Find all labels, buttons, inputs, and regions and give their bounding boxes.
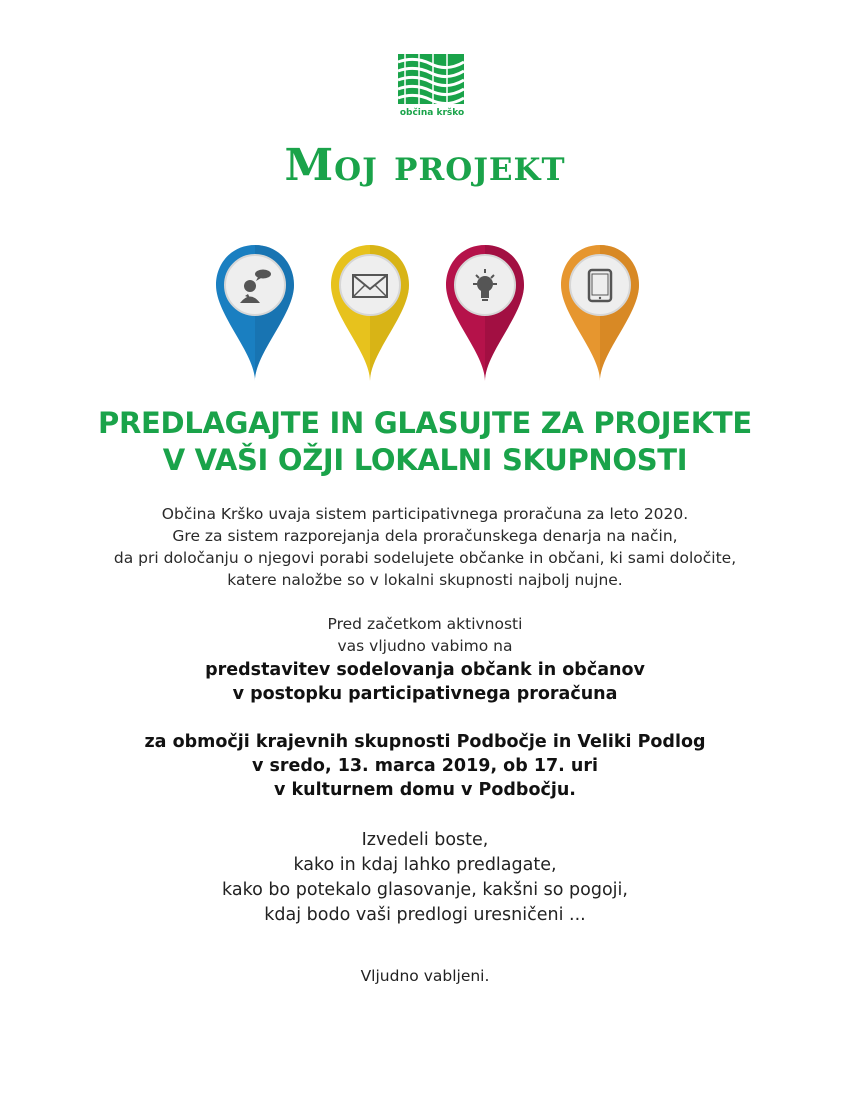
- invite-line: vas vljudno vabimo na: [337, 637, 513, 655]
- presentation-line: predstavitev sodelovanja občank in občanov: [205, 660, 645, 680]
- headline-line: V VAŠI OŽJI LOKALNI SKUPNOSTI: [162, 443, 688, 477]
- wave-logo-icon: [395, 52, 467, 108]
- pin-tablet: [557, 243, 643, 383]
- intro-line: Gre za sistem razporejanja dela proračunskega denarja na način,: [172, 527, 678, 545]
- event-line: za območji krajevnih skupnosti Podbočje in Veliki Podlog: [144, 732, 706, 752]
- event-line: v sredo, 13. marca 2019, ob 17. uri: [251, 756, 599, 776]
- invite-line: Pred začetkom aktivnosti: [327, 615, 523, 633]
- info-line: kako in kdaj lahko predlagate,: [293, 855, 557, 875]
- closing-text: Vljudno vabljeni.: [360, 967, 490, 985]
- pin-lightbulb: [442, 243, 528, 383]
- info-paragraph: [0, 828, 850, 928]
- headline-line: PREDLAGAJTE IN GLASUJTE ZA PROJEKTE: [98, 406, 752, 440]
- info-line: Izvedeli boste,: [361, 830, 489, 850]
- logo-text: občina krško: [399, 108, 465, 118]
- event-line: v kulturnem domu v Podbočju.: [274, 780, 576, 800]
- intro-line: da pri določanju o njegovi porabi sodelujete občanke in občani, ki sami določite,: [113, 549, 737, 567]
- invite-pre: [0, 613, 850, 657]
- intro-line: katere naložbe so v lokalni skupnosti najbolj nujne.: [227, 571, 623, 589]
- info-line: kdaj bodo vaši predlogi uresničeni ...: [264, 905, 586, 925]
- presentation-title: [0, 658, 850, 706]
- info-line: kako bo potekalo glasovanje, kakšni so pogoji,: [222, 880, 628, 900]
- intro-paragraph: [0, 503, 850, 591]
- page-title: Moj projekt: [284, 140, 566, 191]
- pin-envelope: [327, 243, 413, 383]
- event-details: [0, 730, 850, 802]
- pin-person: [212, 243, 298, 383]
- presentation-line: v postopku participativnega proračuna: [232, 684, 618, 704]
- intro-line: Občina Krško uvaja sistem participativnega proračuna za leto 2020.: [161, 505, 689, 523]
- pin-row: [212, 243, 642, 383]
- headline: [0, 405, 850, 479]
